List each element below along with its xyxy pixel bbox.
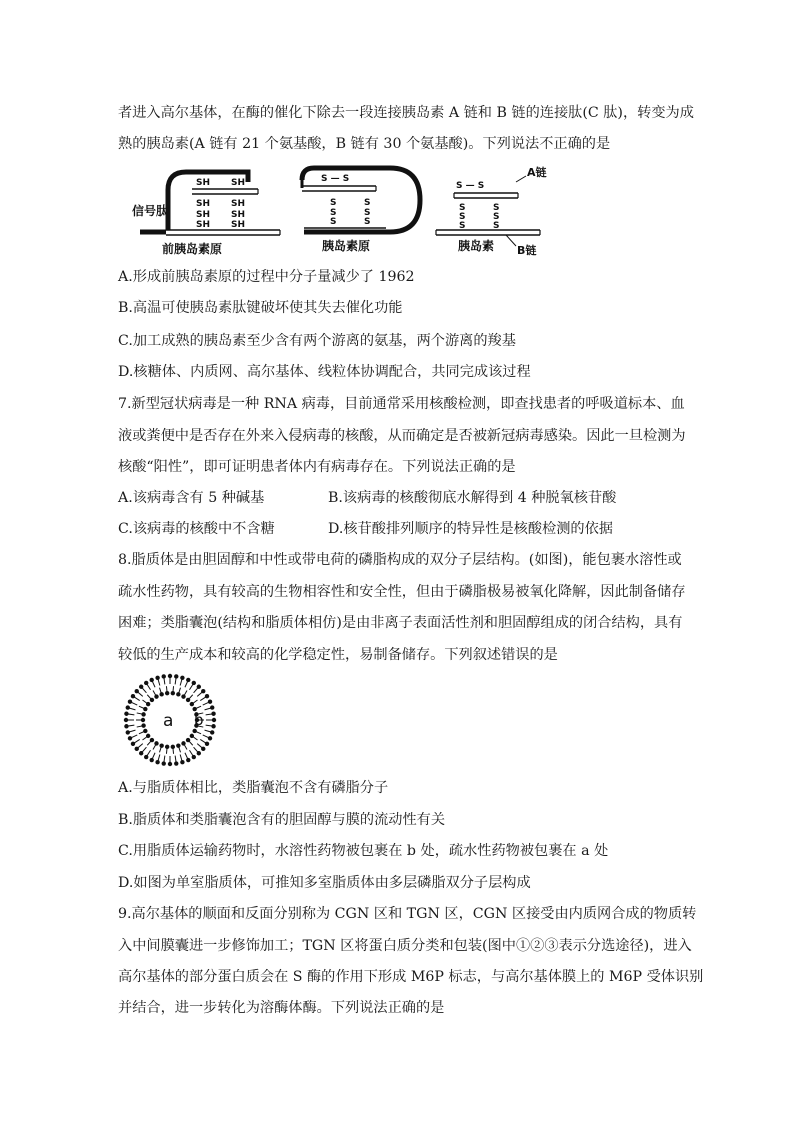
phospholipid-tail: [146, 683, 150, 690]
phospholipid-tail: [189, 750, 193, 757]
s-label: S: [364, 198, 371, 208]
insulin-diagram: [436, 165, 548, 257]
sh-label: SH: [231, 220, 246, 230]
phospholipid-tail: [192, 736, 198, 740]
q8-option-c: C.用脂质体运输药物时，水溶性药物被包裹在 b 处，疏水性药物被包裹在 a 处: [118, 843, 609, 859]
preproinsulin-label: 前胰岛素原: [162, 242, 223, 256]
phospholipid-tail: [141, 747, 146, 753]
s-label: S: [493, 221, 500, 231]
q8-option-b: B.脂质体和类脂囊泡含有的胆固醇与膜的流动性有关: [118, 812, 446, 828]
phospholipid-tail: [188, 695, 193, 700]
s-label: S: [330, 208, 337, 218]
disulfide-label: S — S: [456, 181, 485, 191]
phospholipid-tail: [197, 744, 203, 749]
q6-option-b: B.高温可使胰岛素肽键破坏使其失去催化功能: [118, 300, 403, 316]
q8-stem-line-1: 8.脂质体是由胆固醇和中性或带电荷的磷脂构成的双分子层结构。(如图)，能包裹水溶性或: [118, 552, 682, 568]
q7-stem-line-2: 液或粪便中是否存在外来入侵病毒的核酸，从而确定是否被新冠病毒感染。因此一旦检测为: [118, 428, 686, 444]
s-label: S: [493, 203, 500, 213]
signal-peptide-label: 信号肽: [132, 204, 169, 218]
s-label: S: [459, 212, 466, 222]
phospholipid-tail: [188, 740, 193, 745]
q6-option-c: C.加工成熟的胰岛素至少含有两个游离的氨基，两个游离的羧基: [118, 333, 516, 349]
phospholipid-tail: [137, 691, 143, 696]
sh-label: SH: [231, 199, 246, 209]
sh-label: SH: [196, 220, 211, 230]
sh-label: SH: [196, 199, 211, 209]
sh-label: SH: [231, 178, 246, 188]
s-label: S: [459, 221, 466, 231]
proinsulin-label: 胰岛素原: [322, 239, 371, 253]
phospholipid-tail: [133, 696, 140, 700]
q7-option-b: B.该病毒的核酸彻底水解得到 4 种脱氧核苷酸: [328, 490, 617, 506]
sh-label: SH: [196, 178, 211, 188]
phospholipid-tail: [142, 700, 148, 704]
sh-label: SH: [196, 210, 211, 220]
s-label: S: [364, 217, 371, 227]
q6-stem-line-2: 熟的胰岛素(A 链有 21 个氨基酸，B 链有 30 个氨基酸)。下列说法不正确的是: [118, 136, 611, 152]
phospholipid-tail: [200, 696, 207, 700]
phospholipid-tail: [189, 683, 193, 690]
phospholipid-tail: [200, 739, 207, 743]
s-label: S: [493, 212, 500, 222]
preproinsulin-diagram: [132, 172, 280, 256]
sh-label: SH: [231, 210, 246, 220]
s-label: S: [364, 208, 371, 218]
insulin-processing-figure: [118, 160, 558, 260]
phospholipid-tail: [197, 691, 203, 696]
q9-stem-line-3: 高尔基体的部分蛋白质会在 S 酶的作用下形成 M6P 标志，与高尔基体膜上的 M6P 受体识别: [118, 969, 704, 985]
phospholipid-head: [208, 736, 212, 740]
proinsulin-diagram: [302, 168, 420, 253]
q8-option-a: A.与脂质体相比，类脂囊泡不含有磷脂分子: [118, 780, 389, 796]
phospholipid-head: [143, 707, 147, 711]
q7-stem-line-1: 7.新型冠状病毒是一种 RNA 病毒，目前通常采用核酸检测，即查找患者的呼吸道标本、血: [118, 396, 685, 412]
q6-option-a: A.形成前胰岛素原的过程中分子量减少了 1962: [118, 269, 415, 285]
phospholipid-head: [143, 729, 147, 733]
liposome-figure: [118, 672, 228, 772]
insulin-label: 胰岛素: [458, 239, 495, 253]
a-chain-label: A链: [527, 166, 547, 179]
region-b-label: b: [194, 711, 204, 729]
phospholipid-tail: [147, 740, 152, 745]
b-chain-label: B链: [517, 244, 537, 257]
q7-option-a: A.该病毒含有 5 种碱基: [118, 490, 265, 506]
q8-option-d: D.如图为单室脂质体，可推知多室脂质体由多层磷脂双分子层构成: [118, 875, 531, 891]
q6-option-d: D.核糖体、内质网、高尔基体、线粒体协调配合，共同完成该过程: [118, 364, 531, 380]
phospholipid-tail: [194, 747, 199, 753]
q7-option-c: C.该病毒的核酸中不含糖: [118, 521, 275, 537]
phospholipid-tail: [141, 687, 146, 693]
phospholipid-tail: [192, 700, 198, 704]
q8-stem-line-3: 困难；类脂囊泡(结构和脂质体相仿)是由非离子表面活性剂和胆固醇组成的闭合结构，具有: [118, 615, 683, 631]
phospholipid-tail: [194, 687, 199, 693]
q7-stem-line-3: 核酸“阳性”，即可证明患者体内有病毒存在。下列说法正确的是: [118, 459, 516, 475]
q6-stem-line-1: 者进入高尔基体，在酶的催化下除去一段连接胰岛素 A 链和 B 链的连接肽(C 肽)，转变为成: [118, 105, 694, 121]
q9-stem-line-2: 入中间膜囊进一步修饰加工；TGN 区将蛋白质分类和包装(图中①②③表示分选途径)，进入: [118, 938, 692, 954]
phospholipid-tail: [142, 736, 148, 740]
phospholipid-tail: [147, 695, 152, 700]
region-a-label: a: [163, 711, 174, 731]
phospholipid-tail: [146, 750, 150, 757]
s-label: S: [330, 198, 337, 208]
q8-stem-line-4: 较低的生产成本和较高的化学稳定性，易制备储存。下列叙述错误的是: [118, 647, 558, 663]
phospholipid-head: [192, 729, 196, 733]
phospholipid-tail: [137, 744, 143, 749]
disulfide-label: S — S: [321, 174, 350, 184]
s-label: S: [459, 203, 466, 213]
s-label: S: [330, 217, 337, 227]
phospholipid-head: [208, 700, 212, 704]
q9-stem-line-1: 9.高尔基体的顺面和反面分别称为 CGN 区和 TGN 区，CGN 区接受由内质网合成的物质转: [118, 906, 697, 922]
q9-stem-line-4: 并结合，进一步转化为溶酶体酶。下列说法正确的是: [118, 1000, 445, 1016]
q8-stem-line-2: 疏水性药物，具有较高的生物相容性和安全性，但由于磷脂极易被氧化降解，因此制备储存: [118, 584, 686, 600]
phospholipid-tail: [133, 739, 140, 743]
q7-option-d: D.核苷酸排列顺序的特异性是核酸检测的依据: [328, 521, 613, 537]
